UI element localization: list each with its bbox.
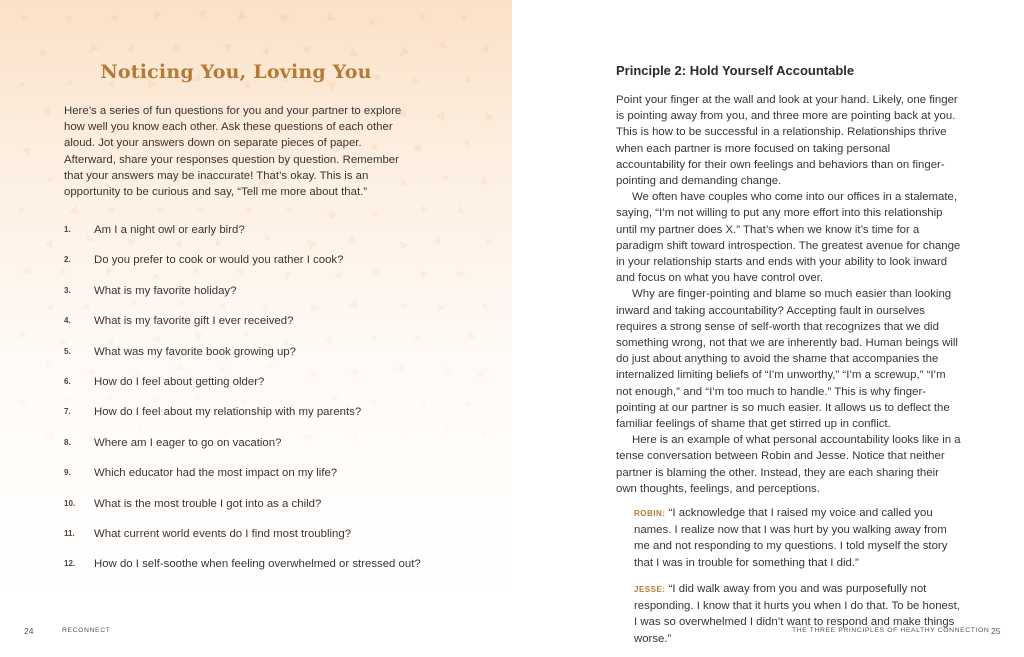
dialogue-text: “I acknowledge that I raised my voice and called you names. I realize now that I was hurt by you walking away from me and not responding to my questions. I told myself the story that I was in trouble for something that I did.” [634,507,948,569]
triangle-decoration [157,206,167,216]
triangle-decoration [45,362,54,371]
question-number: 7. [64,407,71,417]
running-head: THE THREE PRINCIPLES OF HEALTHY CONNECTION [792,627,990,634]
triangle-decoration [475,365,489,379]
question-number: 4. [64,316,71,326]
triangle-decoration [261,48,271,58]
triangle-decoration [43,105,54,116]
question-number: 10. [64,498,76,508]
question-text: What is my favorite gift I ever received? [94,315,294,328]
triangle-decoration [224,45,232,53]
triangle-decoration [126,42,137,53]
question-text: How do I feel about getting older? [94,375,265,388]
triangle-decoration [279,11,292,24]
question-number: 12. [64,559,76,569]
triangle-decoration [438,41,448,51]
triangle-decoration [371,208,382,219]
question-text: Do you prefer to cook or would you rather I cook? [94,254,344,267]
list-item [64,465,464,495]
triangle-decoration [20,144,32,156]
triangle-decoration [413,143,425,155]
list-item [64,252,464,282]
running-head: RECONNECT [62,627,111,634]
triangle-decoration [22,15,29,22]
triangle-decoration [64,14,73,23]
triangle-decoration [418,13,425,20]
triangle-decoration [40,49,49,58]
triangle-decoration [478,175,488,185]
dialogue-text: “I did walk away from you and was purposefully not responding. I know that it hurts you when I do that. To be honest, I was so overwhelmed I didn’t want to respond and make things worse.” [634,582,960,645]
triangle-decoration [397,47,410,60]
triangle-decoration [347,47,358,58]
triangle-decoration [369,18,378,27]
triangle-decoration [421,205,428,212]
list-item [64,313,464,343]
question-number: 9. [64,468,71,478]
triangle-decoration [19,330,28,339]
triangle-decoration [21,266,32,277]
body-paragraph: Point your finger at the wall and look at your hand. Likely, one finger is pointing away from you, and three more are pointing back at you. This is how to be successful in a relationship. Relationships thrive when each partner is more focused on taking personal accountability for their own feelings and behaviors than on finger-pointing and demanding change. [616,94,958,188]
question-number: 2. [64,255,71,265]
right-page [512,0,1024,657]
triangle-decoration [484,236,493,245]
question-text: Am I a night owl or early bird? [94,224,245,236]
list-item [64,556,464,586]
triangle-decoration [463,330,476,343]
triangle-decoration [110,13,118,21]
question-list [64,222,464,587]
body-paragraph: We often have couples who come into our offices in a stalemate, saying, “I’m not willing to put any more effort into this relationship until my partner does X.” That’s when we know it’s time for a paradigm shift toward introspection. The greatest avenue for change in your relationship starts and ends with your ability to look inward and focus on what you have control over. [616,191,961,285]
triangle-decoration [68,205,79,216]
speaker-label: JESSE: [634,584,666,594]
triangle-decoration [42,430,53,441]
list-item [64,404,464,434]
question-number: 5. [64,346,71,356]
list-item [64,344,464,374]
question-text: What is my favorite holiday? [94,284,237,297]
triangle-decoration [107,207,115,215]
triangle-decoration [168,43,180,55]
speaker-label: ROBIN: [634,509,666,519]
list-item [64,374,464,404]
page-title: Noticing You, Loving You [100,61,372,83]
question-number: 6. [64,376,71,386]
triangle-decoration [197,206,206,215]
triangle-decoration [198,11,207,20]
triangle-decoration [46,304,54,312]
list-item [64,283,464,313]
triangle-decoration [302,42,315,55]
triangle-decoration [19,396,29,406]
triangle-decoration [86,43,99,56]
question-text: What is the most trouble I got into as a child? [94,497,322,510]
triangle-decoration [154,10,163,19]
triangle-decoration [480,44,489,53]
list-item [64,435,464,465]
triangle-decoration [327,13,337,23]
triangle-decoration [286,205,295,214]
triangle-decoration [436,111,449,124]
triangle-decoration [459,13,467,21]
question-text: Where am I eager to go on vacation? [94,436,282,449]
question-text: What current world events do I find most troubling? [94,527,352,540]
triangle-decoration [478,427,489,438]
triangle-decoration [47,174,56,183]
triangle-decoration [481,303,489,311]
page-number: 25 [991,626,1001,636]
intro-paragraph: Here’s a series of fun questions for you and your partner to explore how well you know each other. Ask these questions of each other aloud. Jot your answers down on separate pieces of paper. Afterward, share your responses question by question. Remember that your answers may be inaccurate! That’s okay. This is an opportunity to be curious and say, “Tell me more about that.” [64,105,402,199]
triangle-decoration [236,9,247,20]
body-paragraph: Why are finger-pointing and blame so much easier than looking inward and taking accountability? Accepting fault in ourselves requires a strong sense of self-worth that recognizes that we did something wrong, not that we are inherently bad. Human beings will do just about anything to avoid the shame that accompanies the internalized limiting beliefs of “I’m unworthy,” “I’m a screwup,” “I’m not enough,” and “I’m too much to handle.” This is why finger-pointing at our partner is so much easier. It allows us to deflect the familiar feelings of shame that get stirred up in conflict. [616,288,958,431]
question-number: 1. [64,225,71,234]
question-number: 11. [64,528,75,538]
dialogue-jesse [634,581,962,647]
dialogue-robin [634,505,962,571]
triangle-decoration [463,138,473,148]
question-text: What was my favorite book growing up? [94,345,296,358]
question-text: Which educator had the most impact on my life? [94,467,338,480]
section-heading: Principle 2: Hold Yourself Accountable [616,63,855,78]
triangle-decoration [45,238,55,248]
body-paragraph: Here is an example of what personal accountability looks like in a tense conversation between Robin and Jesse. Notice that neither partner is blaming the other. Instead, they are each sharing their own thoughts, feelings, and perceptions. [616,434,961,495]
question-number: 3. [64,285,71,295]
body-text [616,92,962,647]
list-item [64,496,464,526]
triangle-decoration [456,205,464,213]
question-text: How do I self-soothe when feeling overwhelmed or stressed out? [94,558,421,571]
triangle-decoration [442,173,450,181]
triangle-decoration [326,207,338,219]
triangle-decoration [244,207,253,216]
triangle-decoration [18,204,28,214]
question-text: How do I feel about my relationship with my parents? [94,406,362,419]
triangle-decoration [481,109,494,122]
list-item [64,222,464,252]
list-item [64,526,464,556]
page-number: 24 [24,626,34,636]
question-number: 8. [64,437,71,447]
